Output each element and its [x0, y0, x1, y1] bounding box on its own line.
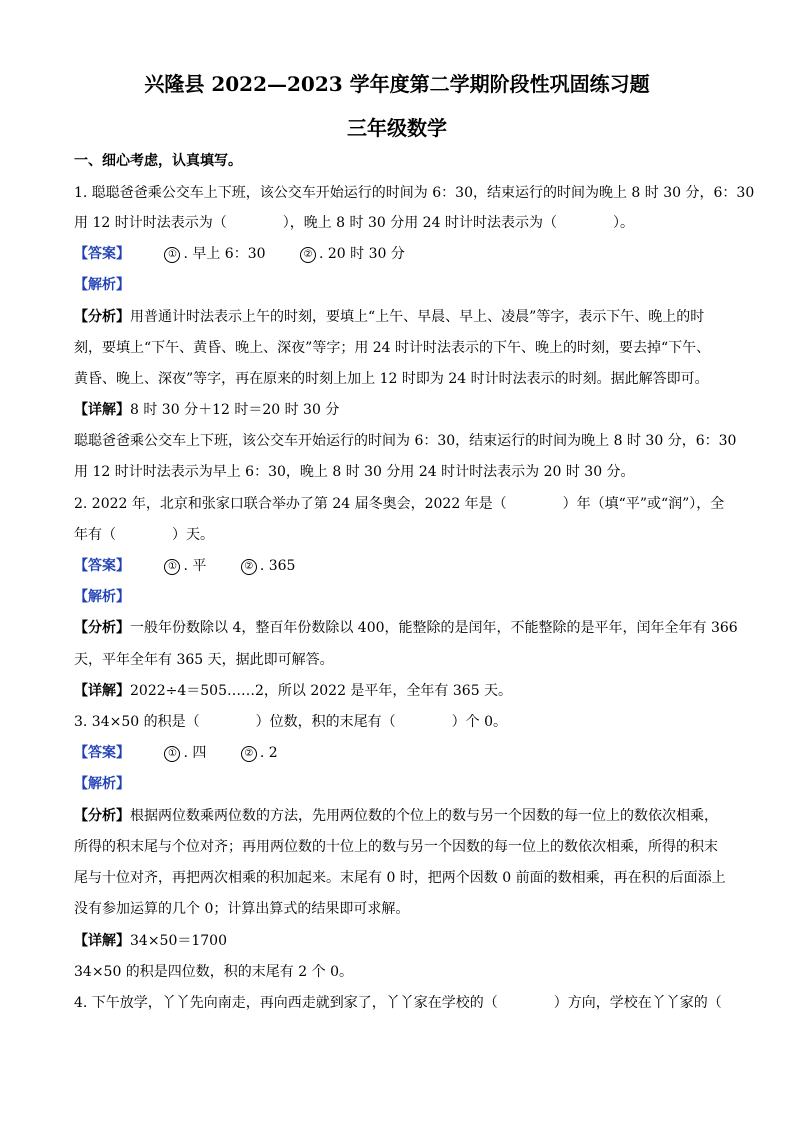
q1-analysis-line3: 黄昏、晚上、深夜”等字，再在原来的时刻上加上 12 时即为 24 时计时法表示的时刻。据此解答即可。	[74, 371, 709, 387]
q3-detail-text1: 34×50＝1700	[130, 933, 227, 949]
q2-explanation-label: 【解析】	[74, 589, 130, 605]
q1-analysis-line1	[74, 307, 734, 327]
detail-label: 【详解】	[74, 683, 130, 699]
q1-answer-1: . 早上 6：30	[183, 246, 266, 262]
q3-analysis-line4: 没有参加运算的几个 0；计算出算式的结果即可求解。	[74, 901, 410, 917]
q3-analysis-line1	[74, 806, 734, 826]
page-title: 兴隆县 2022—2023 学年度第二学期阶段性巩固练习题	[144, 72, 650, 96]
q3-analysis-line3: 尾与十位对齐，再把两次相乘的积加起来。末尾有 0 时，把两个因数 0 前面的数相乘，再在积的后面添上	[74, 870, 726, 886]
q3-detail-line1	[74, 931, 734, 951]
q3-answer-2: . 2	[259, 745, 278, 761]
q1-answer	[74, 244, 734, 264]
q2-analysis-text1: 一般年份数除以 4，整百年份数除以 400，能整除的是闰年，不能整除的是平年，闰年全年有 366	[130, 620, 738, 636]
q3-analysis-line2: 所得的积末尾与个位对齐；再用两位数的十位上的数与另一个因数的每一位上的数依次相乘，所得的积末	[74, 839, 718, 855]
q2-text-line1: 2. 2022 年，北京和张家口联合举办了第 24 届冬奥会，2022 年是（ ）年（填“平”或“润”），全	[74, 496, 725, 512]
circle-number-2: ②	[241, 746, 257, 762]
q1-detail-line1	[74, 400, 734, 420]
q1-detail-line3: 用 12 时计时法表示为早上 6：30，晚上 8 时 30 分用 24 时计时法表示为 20 时 30 分。	[74, 464, 635, 480]
q3-text-line1: 3. 34×50 的积是（ ）位数，积的末尾有（ ）个 0。	[74, 714, 507, 730]
q1-text-line1: 1. 聪聪爸爸乘公交车上下班，该公交车开始运行的时间为 6：30，结束运行的时间为晚上 8 时 30 分，6：30	[74, 185, 755, 201]
analysis-label: 【分析】	[74, 620, 130, 636]
q2-text-line2: 年有（ ）天。	[74, 527, 214, 543]
q1-analysis-text1: 用普通计时法表示上午的时刻，要填上“上午、早晨、早上、凌晨”等字，表示下午、晚上的时	[130, 309, 705, 325]
q1-detail-text1: 8 时 30 分＋12 时＝20 时 30 分	[130, 402, 340, 418]
q1-answer-2: . 20 时 30 分	[318, 246, 405, 262]
circle-number-2: ②	[241, 559, 257, 575]
detail-label: 【详解】	[74, 402, 130, 418]
q2-answer	[74, 556, 734, 576]
q1-analysis-line2: 刻，要填上“下午、黄昏、晚上、深夜”等字；用 24 时计时法表示的下午、晚上的时刻，要去掉“下午、	[74, 340, 711, 356]
q2-analysis-line2: 天，平年全年有 365 天，据此即可解答。	[74, 652, 334, 668]
circle-number-1: ①	[164, 247, 180, 263]
q2-answer-1: . 平	[183, 558, 207, 574]
q1-explanation-label: 【解析】	[74, 277, 130, 293]
answer-label: 【答案】	[74, 246, 130, 262]
q3-answer-1: . 四	[183, 745, 207, 761]
page-subtitle: 三年级数学	[347, 116, 447, 140]
q2-answer-2: . 365	[259, 558, 296, 574]
q3-explanation-label: 【解析】	[74, 776, 130, 792]
q2-detail-line1	[74, 681, 734, 701]
section-heading: 一、细心考虑，认真填写。	[74, 153, 242, 169]
q4-text-line1: 4. 下午放学，丫丫先向南走，再向西走就到家了，丫丫家在学校的（ ）方向，学校在丫丫家的（	[74, 995, 722, 1011]
circle-number-1: ①	[164, 746, 180, 762]
detail-label: 【详解】	[74, 933, 130, 949]
analysis-label: 【分析】	[74, 309, 130, 325]
analysis-label: 【分析】	[74, 808, 130, 824]
q1-detail-line2: 聪聪爸爸乘公交车上下班，该公交车开始运行的时间为 6：30，结束运行的时间为晚上 8 时 30 分，6：30	[74, 433, 737, 449]
answer-label: 【答案】	[74, 558, 130, 574]
circle-number-1: ①	[164, 559, 180, 575]
q2-analysis-line1	[74, 618, 738, 638]
q3-analysis-text1: 根据两位数乘两位数的方法，先用两位数的个位上的数与另一个因数的每一位上的数依次相乘，	[130, 808, 718, 824]
q2-detail-text1: 2022÷4＝505……2，所以 2022 是平年，全年有 365 天。	[130, 683, 513, 699]
q1-text-line2: 用 12 时计时法表示为（ ），晚上 8 时 30 分用 24 时计时法表示为（ ）。	[74, 215, 634, 231]
q3-answer	[74, 743, 734, 763]
q3-detail-line2: 34×50 的积是四位数，积的末尾有 2 个 0。	[74, 964, 353, 980]
answer-label: 【答案】	[74, 745, 130, 761]
circle-number-2: ②	[300, 247, 316, 263]
